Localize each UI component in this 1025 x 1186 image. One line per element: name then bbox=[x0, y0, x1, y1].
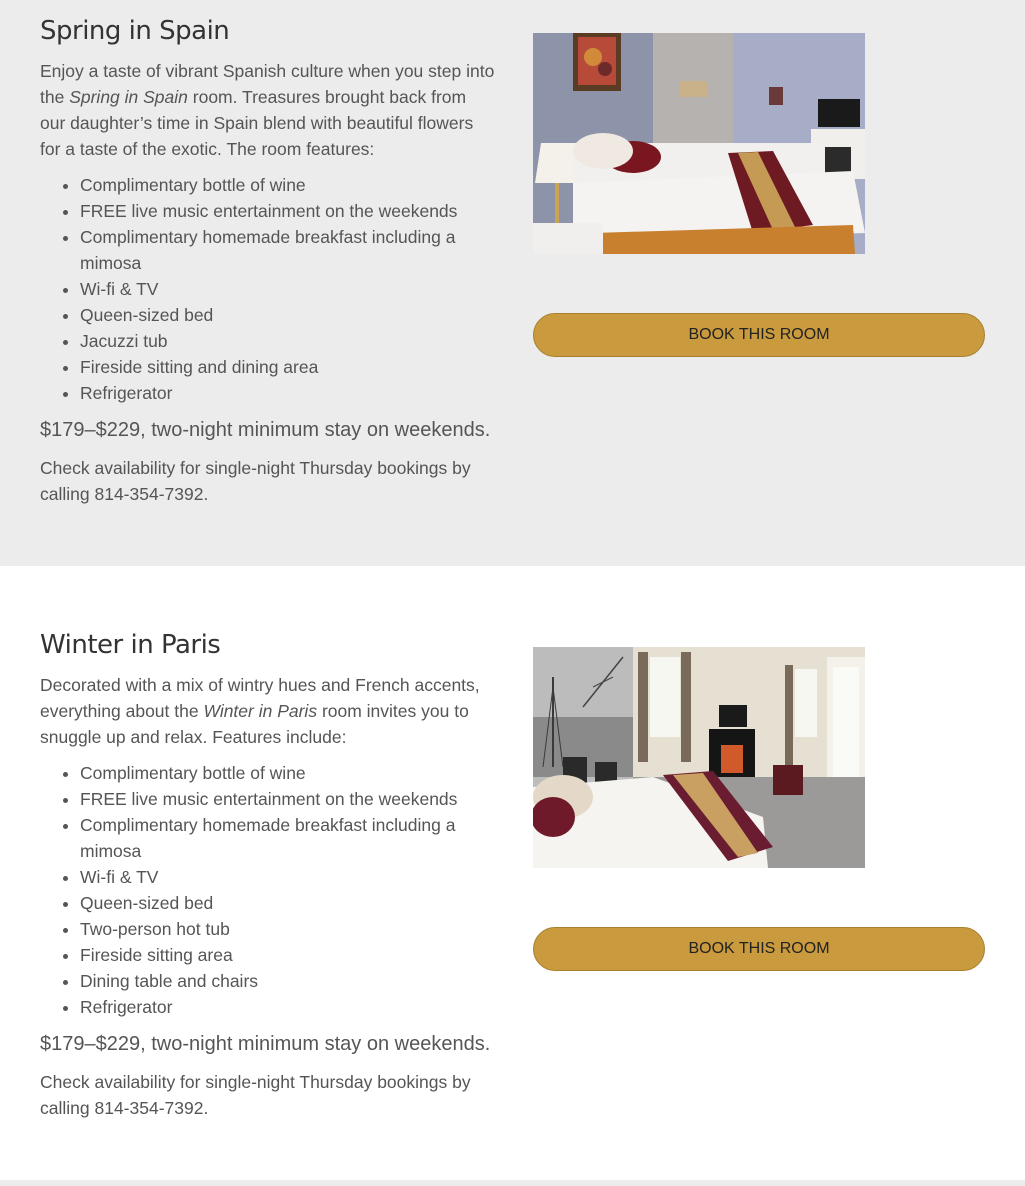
feature-item: • Two-person hot tub bbox=[80, 916, 495, 942]
feature-item: • FREE live music entertainment on the weekends bbox=[80, 198, 495, 224]
description-room-name: Winter in Paris bbox=[203, 701, 318, 721]
feature-item: • Dining table and chairs bbox=[80, 968, 495, 994]
description-text: room. Treasures brought back from our daughter’s time in Spain blend with beautiful flowers for a taste of the exotic. The room features: bbox=[40, 87, 474, 159]
feature-item: • Jacuzzi tub bbox=[80, 328, 495, 354]
feature-item: • Refrigerator bbox=[80, 994, 495, 1020]
room-section-spring-in-spain bbox=[0, 0, 1025, 566]
room-price: $179–$229, two-night minimum stay on weekends. bbox=[40, 1033, 491, 1055]
feature-item: • Fireside sitting and dining area bbox=[80, 354, 495, 380]
room-photo bbox=[533, 33, 865, 254]
book-room-button[interactable]: BOOK THIS ROOM bbox=[533, 313, 985, 357]
room-photo bbox=[533, 647, 865, 868]
room-details bbox=[40, 14, 495, 507]
description-text: Enjoy a taste of vibrant Spanish culture when you step into the bbox=[40, 61, 495, 107]
feature-list bbox=[40, 172, 495, 406]
feature-item: • Queen-sized bed bbox=[80, 890, 495, 916]
description-room-name: Spring in Spain bbox=[69, 87, 188, 107]
room-title: Spring in Spain bbox=[40, 16, 230, 46]
section-divider bbox=[0, 1180, 1025, 1186]
feature-item: • Complimentary bottle of wine bbox=[80, 172, 495, 198]
room-price: $179–$229, two-night minimum stay on weekends. bbox=[40, 419, 491, 441]
room-details bbox=[40, 628, 495, 1121]
feature-item: • Queen-sized bed bbox=[80, 302, 495, 328]
feature-item: • Complimentary bottle of wine bbox=[80, 760, 495, 786]
availability-note: Check availability for single-night Thursday bookings by calling 814-354-7392. bbox=[40, 1072, 471, 1118]
feature-item: • FREE live music entertainment on the weekends bbox=[80, 786, 495, 812]
feature-item: • Wi-fi & TV bbox=[80, 864, 495, 890]
feature-item: • Complimentary homemade breakfast including a mimosa bbox=[80, 224, 495, 276]
room-title: Winter in Paris bbox=[40, 630, 221, 660]
room-description bbox=[40, 58, 495, 162]
book-room-button[interactable]: BOOK THIS ROOM bbox=[533, 927, 985, 971]
room-description bbox=[40, 672, 495, 750]
feature-list bbox=[40, 760, 495, 1020]
description-text: room invites you to snuggle up and relax. Features include: bbox=[40, 701, 469, 747]
description-text: Decorated with a mix of wintry hues and French accents, everything about the bbox=[40, 675, 480, 721]
feature-item: • Fireside sitting area bbox=[80, 942, 495, 968]
feature-item: • Complimentary homemade breakfast including a mimosa bbox=[80, 812, 495, 864]
feature-item: • Refrigerator bbox=[80, 380, 495, 406]
availability-note: Check availability for single-night Thursday bookings by calling 814-354-7392. bbox=[40, 458, 471, 504]
feature-item: • Wi-fi & TV bbox=[80, 276, 495, 302]
room-section-winter-in-paris bbox=[0, 566, 1025, 1180]
